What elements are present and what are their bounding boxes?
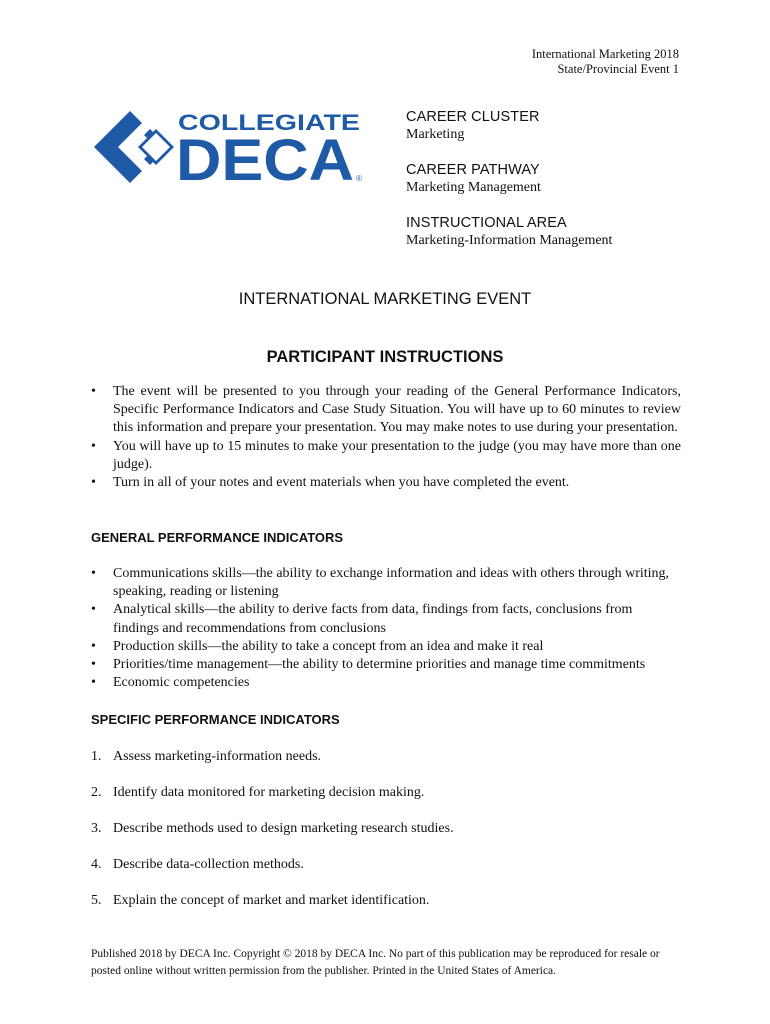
logo-registered-mark: ® <box>356 174 362 183</box>
career-pathway-value: Marketing Management <box>406 180 541 195</box>
logo-deca-text: DECA <box>176 128 354 186</box>
list-item-text: Assess marketing-information needs. <box>113 749 322 764</box>
list-item <box>91 438 681 474</box>
logo-collegiate-text: COLLEGIATE <box>178 110 360 135</box>
list-item-text: Turn in all of your notes and event materials when you have completed the event. <box>113 475 570 491</box>
bullet-icon <box>91 656 113 674</box>
career-pathway-heading: CAREER PATHWAY <box>406 162 540 178</box>
instructional-area-value: Marketing-Information Management <box>406 233 613 248</box>
list-item <box>91 565 681 601</box>
bullet-icon <box>91 638 113 656</box>
list-item <box>91 638 681 656</box>
list-item <box>91 748 454 784</box>
participant-instructions-list <box>91 383 681 492</box>
header-event-number: State/Provincial Event 1 <box>557 62 679 76</box>
list-item-text: Explain the concept of market and market identification. <box>113 893 430 908</box>
list-item <box>91 383 681 438</box>
list-item <box>91 820 454 856</box>
list-item-text: You will have up to 15 minutes to make your presentation to the judge (you may have more than one judge). <box>113 438 681 472</box>
career-info-block <box>406 108 612 267</box>
list-item-number: 1. <box>91 749 102 764</box>
collegiate-deca-logo <box>92 108 364 186</box>
list-item <box>91 856 454 892</box>
header-event-year: International Marketing 2018 <box>531 47 679 61</box>
document-header <box>532 47 679 77</box>
list-item-text: Describe data-collection methods. <box>113 857 304 872</box>
list-item-text: Economic competencies <box>113 675 250 691</box>
bullet-icon <box>91 601 113 619</box>
list-item <box>91 474 681 492</box>
career-cluster-heading: CAREER CLUSTER <box>406 109 540 125</box>
participant-instructions-title: PARTICIPANT INSTRUCTIONS <box>266 348 504 366</box>
list-item-text: Analytical skills—the ability to derive facts from data, findings from facts, conclusions from findings and recommendations from conclusions <box>113 602 633 636</box>
list-item-text: The event will be presented to you through your reading of the General Performance Indicators, Specific Performance Indicators and Case Study Situation. You will have up to 60 minutes to review this information and prepare your presentation. You may make notes to use during your presentation. <box>113 384 681 436</box>
bullet-icon <box>91 474 113 492</box>
instructional-area-heading: INSTRUCTIONAL AREA <box>406 215 567 231</box>
list-item <box>91 656 681 674</box>
list-item-text: Production skills—the ability to take a concept from an idea and make it real <box>113 638 544 654</box>
copyright-footer: Published 2018 by DECA Inc. Copyright © 2018 by DECA Inc. No part of this publication may be reproduced for resale or posted online without written permission from the publisher. Printed in the United States of America. <box>91 948 660 977</box>
bullet-icon <box>91 565 113 583</box>
event-title: INTERNATIONAL MARKETING EVENT <box>238 290 532 308</box>
bullet-icon <box>91 674 113 692</box>
list-item-text: Describe methods used to design marketing research studies. <box>113 821 454 836</box>
career-cluster-value: Marketing <box>406 127 465 142</box>
list-item <box>91 674 681 692</box>
general-indicators-heading: GENERAL PERFORMANCE INDICATORS <box>91 530 344 545</box>
list-item-text: Priorities/time management—the ability to determine priorities and manage time commitments <box>113 657 646 673</box>
general-indicators-list <box>91 565 681 692</box>
list-item <box>91 892 454 928</box>
list-item-number: 4. <box>91 857 102 872</box>
specific-indicators-heading: SPECIFIC PERFORMANCE INDICATORS <box>91 712 340 727</box>
list-item <box>91 784 454 820</box>
list-item <box>91 601 681 637</box>
list-item-number: 2. <box>91 785 102 800</box>
list-item-text: Identify data monitored for marketing decision making. <box>113 785 425 800</box>
specific-indicators-list <box>91 748 454 928</box>
list-item-text: Communications skills—the ability to exchange information and ideas with others through writing, speaking, reading or listening <box>113 566 670 600</box>
list-item-number: 3. <box>91 821 102 836</box>
list-item-number: 5. <box>91 893 102 908</box>
bullet-icon <box>91 383 113 401</box>
bullet-icon <box>91 438 113 456</box>
